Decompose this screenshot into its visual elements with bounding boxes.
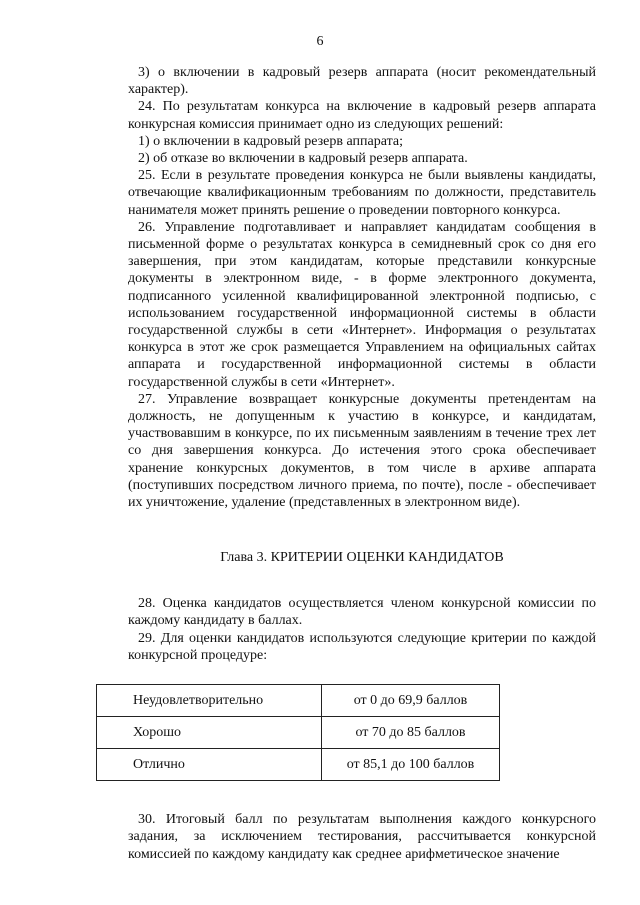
table-row [97,749,500,781]
range-cell: от 85,1 до 100 баллов [322,749,500,781]
paragraph-25: 25. Если в результате проведения конкурса не были выявлены кандидаты, отвечающие квалификационным требованиям по должности, представитель нанимателя может принять решение о проведении повторного конкурса. [128,168,596,218]
paragraph-26: 26. Управление подготавливает и направляет кандидатам сообщения в письменной форме о результатах конкурса в семидневный срок со дня его завершения, при этом кандидатам, которые представили конкурсные документы в электронном виде, - в форме электронного документа, подписанного усиленной квалифицированной электронной подписью, с использованием государственной информационной системы в области государственной службы в сети «Интернет». Информация о результатах конкурса в этот же срок размещается Управлением на официальных сайтах аппарата и государственной информационной системы в области государственной службы в сети «Интернет». [128,219,596,390]
grade-cell: Хорошо [97,717,322,749]
document-body [128,64,596,863]
paragraph-27: 27. Управление возвращает конкурсные документы претендентам на должность, не допущенным к участию в конкурсе, и кандидатам, участвовавшим в конкурсе, по их письменным заявлениям в течение трех лет со дня завершения конкурса. До истечения этого срока обеспечивает хранение конкурсных документов, в том числе в архиве аппарата (поступивших посредством личного приема, по почте), после - обеспечивает их уничтожение, удаление (представленных в электронном виде). [128,391,596,511]
grade-cell: Отлично [97,749,322,781]
table-row [97,685,500,717]
chapter-title: Глава 3. КРИТЕРИИ ОЦЕНКИ КАНДИДАТОВ [220,550,504,566]
paragraph-24-2: 2) об отказе во включении в кадровый резерв аппарата. [138,151,468,167]
criteria-table [96,684,500,781]
paragraph-24-1: 1) о включении в кадровый резерв аппарата; [138,133,403,149]
paragraph-29: 29. Для оценки кандидатов используются следующие критерии по каждой конкурсной процедуре: [128,630,596,663]
paragraph-28: 28. Оценка кандидатов осуществляется членом конкурсной комиссии по каждому кандидату в баллах. [128,596,596,629]
table-row [97,717,500,749]
range-cell: от 0 до 69,9 баллов [322,685,500,717]
paragraph-30: 30. Итоговый балл по результатам выполнения каждого конкурсного задания, за исключением тестирования, рассчитывается конкурсной комиссией по каждому кандидату как среднее арифметическое значение [128,812,596,862]
grade-cell: Неудовлетворительно [97,685,322,717]
range-cell: от 70 до 85 баллов [322,717,500,749]
paragraph-24: 24. По результатам конкурса на включение в кадровый резерв аппарата конкурсная комиссия принимает одно из следующих решений: [128,99,596,132]
paragraph-23-3: 3) о включении в кадровый резерв аппарата (носит рекомендательный характер). [128,65,596,98]
page-number: 6 [316,34,324,49]
